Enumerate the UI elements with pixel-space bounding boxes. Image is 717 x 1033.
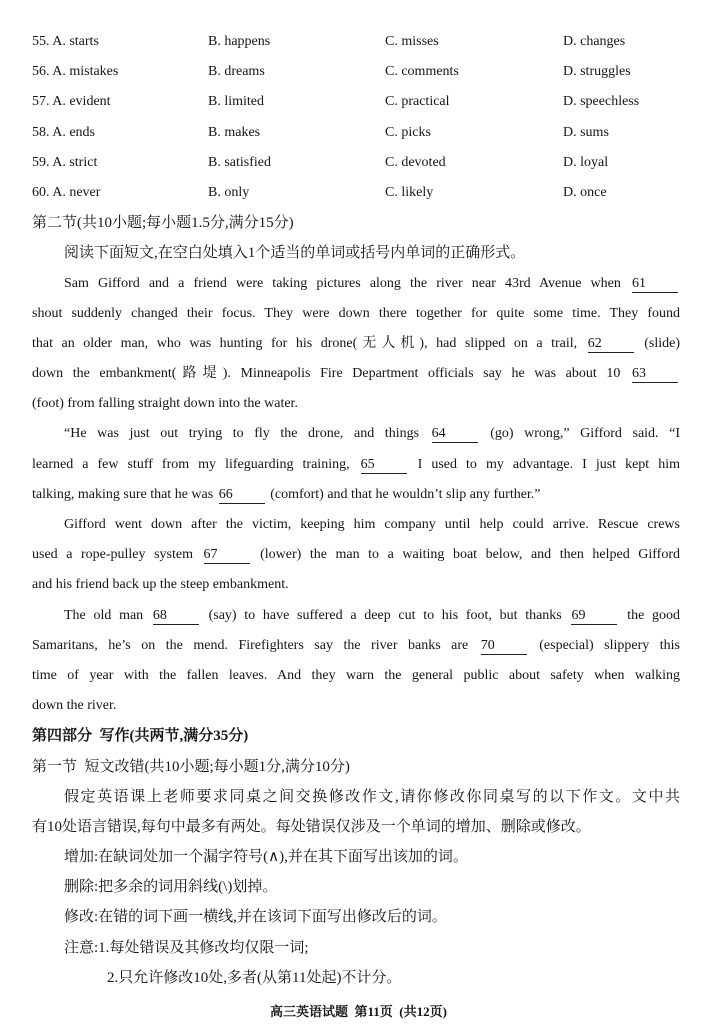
answer-blank: 62 — [588, 336, 634, 353]
answer-blank: 66 — [219, 487, 265, 504]
passage-text: (comfort) and that he wouldn’t slip any further.” — [266, 486, 541, 502]
passage-line — [32, 480, 680, 510]
passage-line — [32, 450, 680, 480]
passage-paragraph — [32, 269, 680, 420]
answer-blank: 61 — [632, 276, 678, 293]
passage-text: and his friend back up the steep embankment. — [32, 577, 289, 593]
option-a: 58. A. ends — [32, 124, 95, 140]
part-heading: 第四部分 写作(共两节,满分35分) — [32, 728, 249, 745]
rule-add: 增加:在缺词处加一个漏字符号(∧),并在其下面写出该加的词。 — [64, 849, 468, 866]
option-row — [32, 87, 680, 117]
passage-text: (slide) — [635, 335, 681, 351]
answer-blank: 65 — [361, 457, 407, 474]
subsection-heading: 第一节 短文改错(共10小题;每小题1分,满分10分) — [32, 758, 350, 775]
option-row — [32, 148, 680, 178]
passage-line — [32, 601, 680, 631]
option-d: D. struggles — [563, 64, 631, 80]
option-d: D. loyal — [563, 154, 609, 170]
option-c: C. practical — [385, 94, 450, 110]
passage-text: talking, making sure that he was — [32, 486, 217, 502]
option-d: D. speechless — [563, 94, 640, 110]
option-row — [32, 178, 680, 208]
option-c: C. likely — [385, 184, 434, 200]
passage — [32, 269, 680, 722]
answer-blank: 63 — [632, 366, 678, 383]
option-c: C. comments — [385, 64, 459, 80]
answer-blank: 64 — [432, 426, 478, 443]
option-b: B. satisfied — [208, 154, 271, 170]
passage-line — [32, 631, 680, 661]
passage-line — [32, 299, 680, 329]
passage-line — [32, 691, 680, 721]
passage-text: used a rope-pulley system — [32, 547, 202, 563]
passage-text: Gifford went down after the victim, keeping him company until help could arrive. Rescue crews — [64, 517, 680, 532]
passage-line — [32, 540, 680, 570]
passage-text: shout suddenly changed their focus. They were down there together for quite some time. They found — [32, 305, 680, 321]
option-row — [32, 27, 680, 57]
passage-line — [32, 329, 680, 359]
option-b: B. limited — [208, 94, 264, 110]
passage-text: the good — [619, 607, 680, 623]
passage-text: Sam Gifford and a friend were taking pictures along the river near 43rd Avenue when — [64, 275, 630, 291]
option-row — [32, 118, 680, 148]
option-row — [32, 57, 680, 87]
option-a: 55. A. starts — [32, 34, 99, 49]
intro-paragraph — [32, 782, 680, 842]
section-instruction: 阅读下面短文,在空白处填入1个适当的单词或括号内单词的正确形式。 — [64, 245, 526, 262]
option-d: D. changes — [563, 34, 626, 49]
option-b: B. happens — [208, 34, 271, 49]
passage-line — [32, 389, 680, 419]
passage-line — [32, 510, 680, 540]
rule-delete: 删除:把多余的词用斜线(\)划掉。 — [64, 879, 278, 896]
option-b: B. makes — [208, 124, 261, 140]
section-heading: 第二节(共10小题;每小题1.5分,满分15分) — [32, 215, 294, 232]
option-a: 60. A. never — [32, 184, 101, 200]
passage-paragraph — [32, 510, 680, 601]
passage-text: Samaritans, he’s on the mend. Firefighters say the river banks are — [32, 637, 479, 653]
option-c: C. misses — [385, 34, 439, 49]
passage-line — [32, 359, 680, 389]
option-c: C. picks — [385, 124, 431, 140]
passage-text: down the river. — [32, 698, 117, 714]
passage-line — [32, 419, 680, 449]
passage-line — [32, 661, 680, 691]
passage-text: (foot) from falling straight down into the water. — [32, 396, 298, 412]
passage-text: The old man — [64, 607, 151, 623]
passage-paragraph — [32, 419, 680, 510]
passage-text: time of year with the fallen leaves. And they warn the general public about safety when walking — [32, 667, 680, 683]
passage-text: (especial) slippery this — [528, 637, 680, 653]
passage-text: (lower) the man to a waiting boat below, and then helped Gifford — [251, 547, 681, 563]
option-a: 57. A. evident — [32, 94, 111, 110]
page-footer: 高三英语试题 第11页 (共12页) — [270, 1004, 447, 1019]
option-c: C. devoted — [385, 154, 446, 170]
passage-text: that an older man, who was hunting for his drone(无人机), had slipped on a trail, — [32, 335, 586, 351]
option-b: B. only — [208, 184, 250, 200]
passage-paragraph — [32, 601, 680, 722]
note-1: 注意:1.每处错误及其修改均仅限一词; — [64, 939, 309, 956]
answer-blank: 70 — [481, 638, 527, 655]
intro-line: 假定英语课上老师要求同桌之间交换修改作文,请你修改你同桌写的以下作文。文中共 — [64, 788, 680, 805]
answer-blank: 67 — [204, 547, 250, 564]
exam-page — [32, 27, 680, 993]
option-d: D. once — [563, 184, 607, 200]
options-block — [32, 27, 680, 208]
passage-line — [32, 269, 680, 299]
passage-text: learned a few stuff from my lifeguarding training, — [32, 456, 359, 472]
passage-text: (go) wrong,” Gifford said. “I — [479, 426, 680, 442]
option-d: D. sums — [563, 124, 609, 140]
answer-blank: 69 — [571, 608, 617, 625]
note-2: 2.只允许修改10处,多者(从第11处起)不计分。 — [107, 969, 402, 986]
rule-modify: 修改:在错的词下画一横线,并在该词下面写出修改后的词。 — [64, 909, 447, 926]
option-b: B. dreams — [208, 64, 265, 80]
passage-line — [32, 570, 680, 600]
answer-blank: 68 — [153, 608, 199, 625]
intro-line: 有10处语言错误,每句中最多有两处。每处错误仅涉及一个单词的增加、删除或修改。 — [32, 818, 591, 835]
option-a: 56. A. mistakes — [32, 64, 119, 80]
option-a: 59. A. strict — [32, 154, 98, 170]
passage-text: (say) to have suffered a deep cut to his foot, but thanks — [200, 607, 570, 623]
passage-text: “He was just out trying to fly the drone, and things — [64, 426, 430, 442]
passage-text: I used to my advantage. I just kept him — [408, 456, 680, 472]
passage-text: down the embankment(路堤). Minneapolis Fire Department officials say he was about 10 — [32, 366, 630, 382]
